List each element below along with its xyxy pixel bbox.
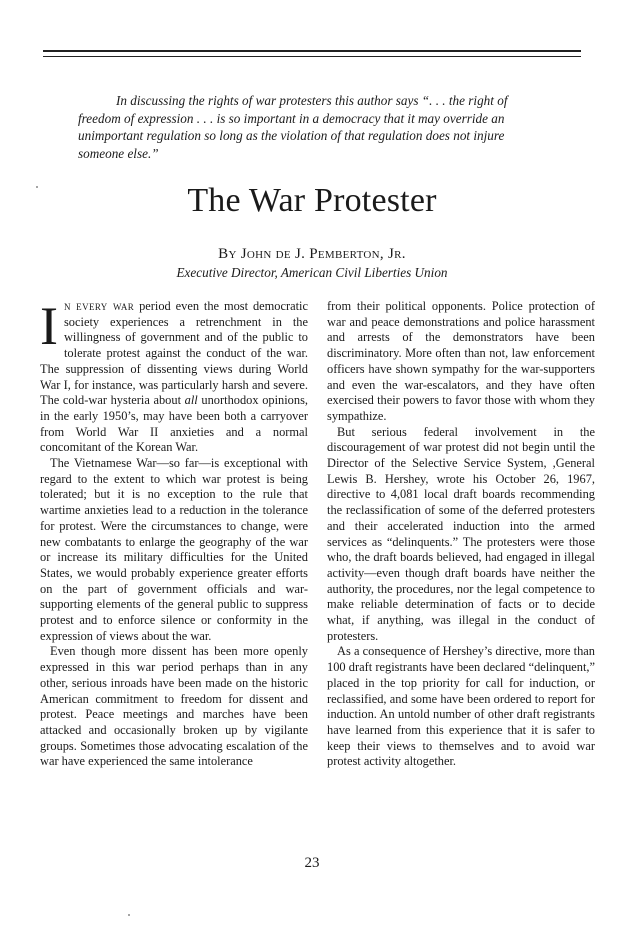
scan-speck	[128, 914, 130, 916]
paragraph-1-text-b: unorthodox opinions, in the early 1950’s, may have been both a carryover from World War II anxieties and a normal concomitant of the Korean War.	[40, 393, 308, 455]
epigraph: In discussing the rights of war protesters this author says “. . . the right of freedom of expression . . . is so important in a democracy that it may override an unimportant regulation so long as the violation of that regulation does not injure someone else.”	[78, 93, 508, 161]
paragraph-1-italic: all	[184, 393, 198, 408]
top-rule-thick	[43, 50, 581, 52]
paragraph-4: But serious federal involvement in the discouragement of war protest did not begin until the Director of the Selective Service System, ,General Lewis B. Hershey, wrote his October 26, 1967, directive to 4,081 local draft boards recommending the reclassification of some of the deferred protesters and their accelerated induction into the armed services as “delinquents.” The protesters were those who, the draft boards believed, had engaged in illegal activity—even though draft boards have neither the authority, the procedures, nor the legal competence to make reliable determination of facts or to decide what, if anything, was illegal in the conduct of protesters.	[327, 424, 595, 643]
column-right	[327, 299, 595, 770]
byline-author: John de J. Pemberton, Jr.	[240, 246, 406, 262]
paragraph-3: Even though more dissent has been more openly expressed in this war period perhaps than in any other, serious inroads have been made on the historic American commitment to freedom for dissent and protest. Peace meetings and marches have been attacked and occasionally broken up by vigilante groups. Sometimes those advocating escalation of the war have experienced the same intolerance	[40, 644, 308, 769]
column-left	[40, 296, 308, 770]
byline-prefix: By	[218, 246, 237, 262]
article-title: The War Protester	[187, 182, 437, 219]
page-number: 23	[304, 855, 320, 871]
author-affiliation: Executive Director, American Civil Liberties Union	[176, 265, 448, 280]
paragraph-5: As a consequence of Hershey’s directive, more than 100 draft registrants have been declared “delinquent,” placed in the top priority for call for induction, or reclassified, and some have been ordered to report for induction. An untold number of other draft registrants have learned from this experience that it is safer to keep their views to themselves and to avoid war protest activity altogether.	[327, 644, 595, 769]
drop-cap: I	[40, 296, 58, 356]
top-rule-thin	[43, 56, 581, 57]
paragraph-1-text-a: period even the most democratic society experiences a retrenchment in the willingness of government and of the public to tolerate protest against the conduct of the war. The suppression of dissenting views during World War I, for instance, was particularly harsh and severe. The cold-war hysteria about	[40, 299, 308, 408]
paragraph-3-continued: from their political opponents. Police protection of war and peace demonstrations and police harassment and arrests of the demonstrators have been discriminatory. More often than not, law enforcement officers have shown sympathy for the war-supporters and even the war-escalators, and they have often exercised their powers to favor those with whom they sympathize.	[327, 299, 595, 423]
paragraph-1	[40, 296, 308, 456]
scan-speck	[36, 186, 38, 188]
lead-in-smallcaps: n every war	[63, 299, 135, 313]
paragraph-2: The Vietnamese War—so far—is exceptional with regard to the extent to which war protest is being tolerated; but it is no exception to the rule that wartime anxieties lead to a reduction in the tolerance for protest. Were the circumstances to change, were new combatants to enlarge the geography of the war or increase its military difficulties for the United States, we would probably experience greater efforts on the part of government officials and war-supporting elements of the general public to suppress protest and to enforce silence or conformity in the expression of views about the war.	[40, 456, 308, 643]
byline	[0, 246, 624, 263]
